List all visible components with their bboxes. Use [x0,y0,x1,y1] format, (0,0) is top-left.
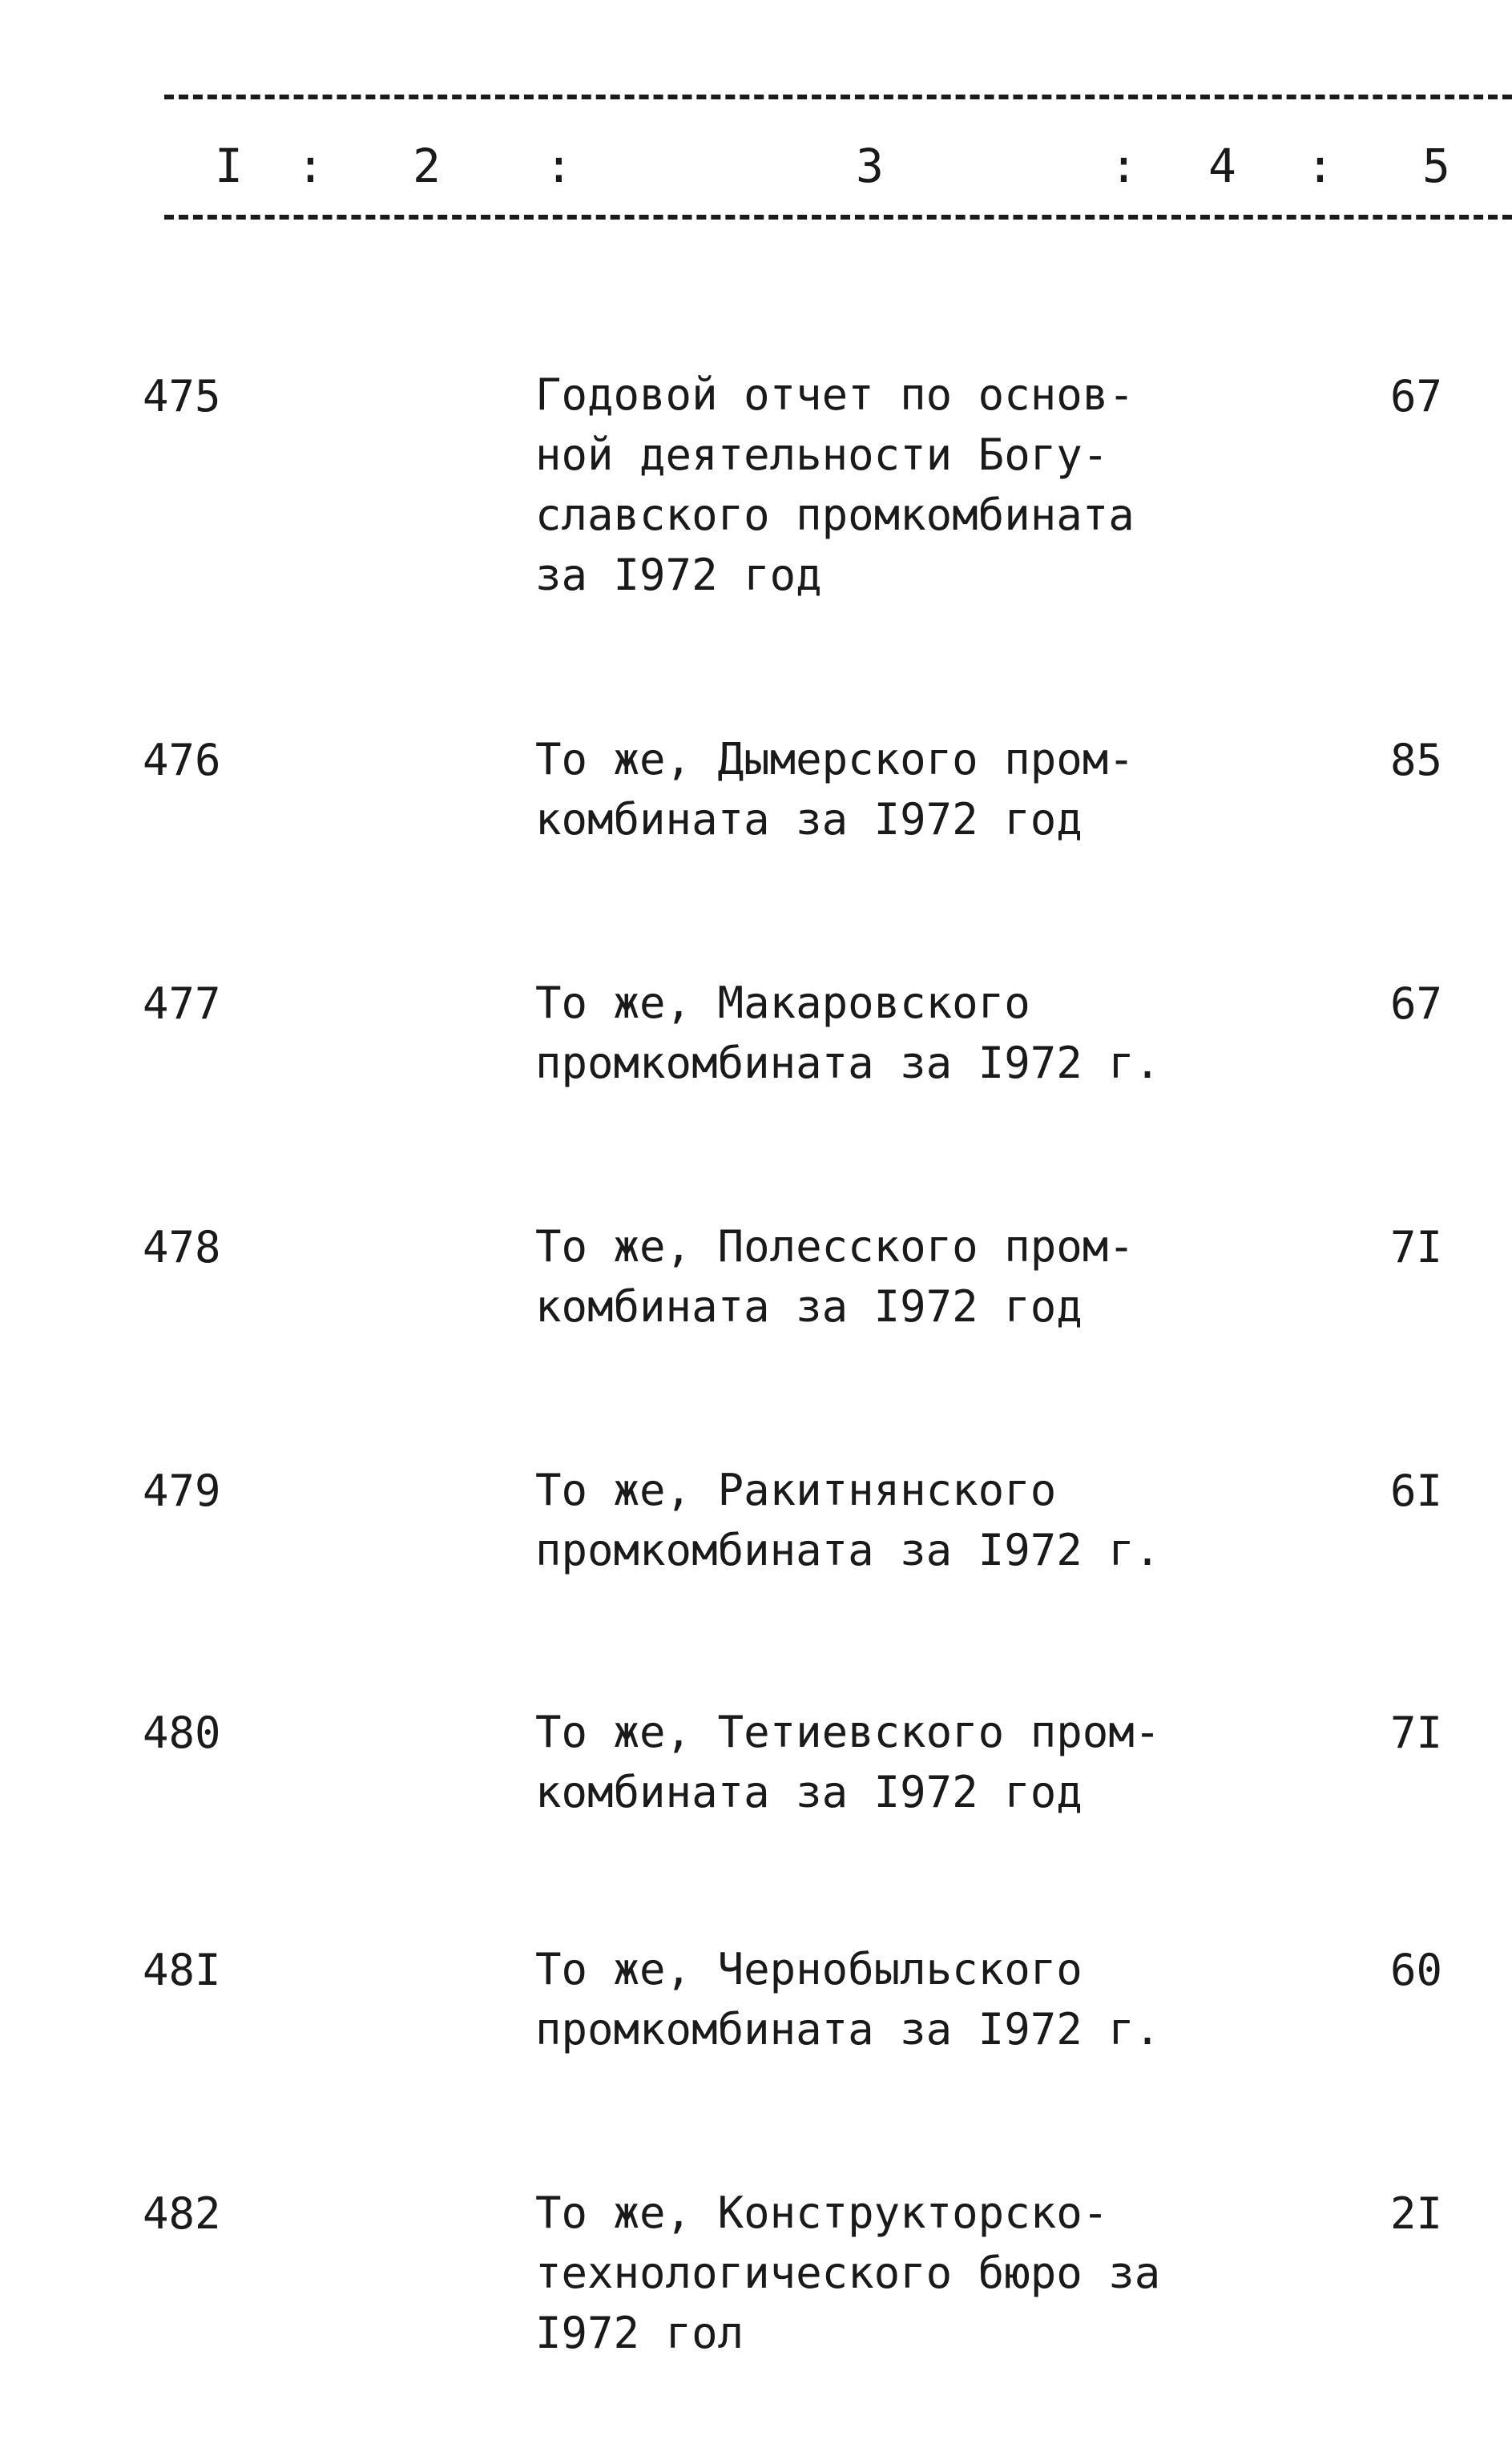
entry-page-count: 60 [1390,1945,1443,1995]
entry-page-count: 7I [1390,1222,1443,1272]
entry-number: 476 [143,735,221,785]
entry-number: 482 [143,2188,221,2239]
entry-number: 479 [143,1466,221,1516]
entry-title: То же, Дымерского пром- комбината за I972 год [535,734,1135,845]
entry-number: 478 [143,1222,221,1272]
entry-number: 477 [143,978,221,1029]
entry-title: То же, Полесского пром- комбината за I972 год [535,1221,1135,1332]
entry-page-count: 6I [1390,1466,1443,1516]
entry-title: То же, Ракитнянского промкомбината за I972 г. [535,1465,1161,1575]
entry-title: То же, Конструкторско- технологического бюро за I972 гол [535,2188,1161,2358]
column-separator: : [1306,139,1334,193]
entry-number: 48I [143,1945,221,1995]
column-header-3: 3 [856,139,884,193]
column-header-5: 5 [1422,139,1450,193]
entry-page-count: 67 [1390,978,1443,1029]
entry-page-count: 85 [1390,735,1443,785]
entry-page-count: 67 [1390,371,1443,421]
header-top-rule [164,95,1512,99]
column-header-1: I [215,139,243,193]
column-separator: : [296,139,325,193]
entry-page-count: 2I [1390,2188,1443,2239]
entry-title: То же, Макаровского промкомбината за I972 г. [535,978,1161,1088]
column-header-2: 2 [413,139,441,193]
entry-number: 475 [143,371,221,421]
entry-number: 480 [143,1708,221,1758]
column-separator: : [545,139,573,193]
column-header-4: 4 [1208,139,1236,193]
entry-title: То же, Тетиевского пром- комбината за I972 год [535,1707,1161,1817]
header-bottom-rule [164,215,1512,220]
entry-page-count: 7I [1390,1708,1443,1758]
column-separator: : [1110,139,1138,193]
entry-title: То же, Чернобыльского промкомбината за I972 г. [535,1944,1161,2055]
entry-title: Годовой отчет по основ- ной деятельности Богу- славского промкомбината за I972 год [535,369,1135,600]
